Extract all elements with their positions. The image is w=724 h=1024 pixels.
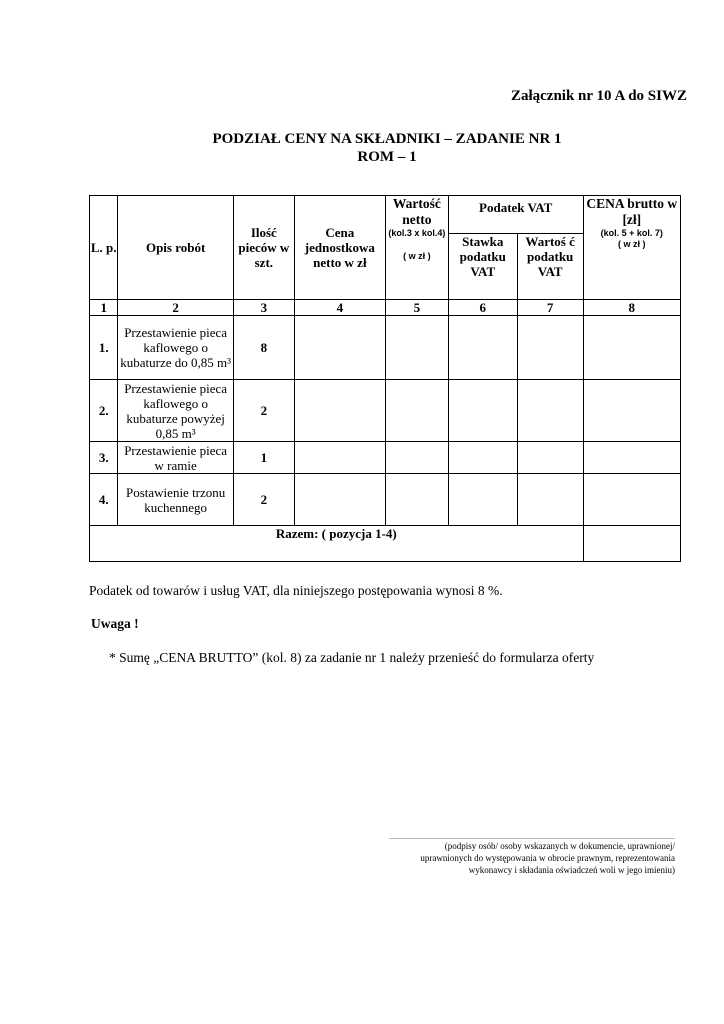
- row-vat-cell[interactable]: [517, 380, 583, 442]
- vat-note: Podatek od towarów i usług VAT, dla niniejszego postępowania wynosi 8 %.: [89, 583, 503, 598]
- header-wartosc-title: Wartość netto: [392, 196, 441, 227]
- row-opis: Przestawienie pieca w ramie: [118, 442, 234, 474]
- uwaga-heading: Uwaga !: [91, 616, 139, 631]
- row-stawka-cell[interactable]: [448, 316, 517, 380]
- row-brutto-cell[interactable]: [583, 442, 680, 474]
- header-vat-wartosc: Wartoś ć podatku VAT: [517, 234, 583, 300]
- document-title: [0, 130, 724, 166]
- row-wartosc-cell[interactable]: [385, 380, 448, 442]
- column-number: 6: [448, 300, 517, 316]
- row-lp: 1.: [90, 316, 118, 380]
- header-vat-group: Podatek VAT: [448, 196, 583, 234]
- signature-caption: [420, 840, 675, 876]
- row-stawka-cell[interactable]: [448, 474, 517, 526]
- row-stawka-cell[interactable]: [448, 442, 517, 474]
- header-wartosc-unit: ( w zł ): [403, 251, 431, 261]
- column-number: 4: [294, 300, 385, 316]
- title-line-2: ROM – 1: [357, 149, 417, 165]
- signature-caption-line: (podpisy osób/ osoby wskazanych w dokumencie, uprawnionej/: [444, 841, 675, 851]
- row-brutto-cell[interactable]: [583, 474, 680, 526]
- signature-caption-line: wykonawcy i składania oświadczeń woli w jego imieniu): [468, 865, 675, 875]
- row-wartosc-cell[interactable]: [385, 442, 448, 474]
- column-number: 2: [118, 300, 234, 316]
- price-breakdown-table: [89, 195, 681, 562]
- row-opis: Postawienie trzonu kuchennego: [118, 474, 234, 526]
- title-line-1: PODZIAŁ CENY NA SKŁADNIKI – ZADANIE NR 1: [212, 131, 562, 147]
- row-cena-cell[interactable]: [294, 316, 385, 380]
- row-cena-cell[interactable]: [294, 474, 385, 526]
- header-opis: Opis robót: [118, 196, 234, 300]
- header-lp: L. p.: [90, 196, 118, 300]
- table-row: [90, 442, 681, 474]
- row-vat-cell[interactable]: [517, 474, 583, 526]
- row-lp: 4.: [90, 474, 118, 526]
- header-brutto: [583, 196, 680, 300]
- column-number: 8: [583, 300, 680, 316]
- total-row: [90, 526, 681, 562]
- row-stawka-cell[interactable]: [448, 380, 517, 442]
- row-vat-cell[interactable]: [517, 316, 583, 380]
- header-ilosc: Ilość pieców w szt.: [233, 196, 294, 300]
- row-ilosc: 1: [233, 442, 294, 474]
- column-number: 7: [517, 300, 583, 316]
- total-brutto-cell[interactable]: [583, 526, 680, 562]
- brutto-transfer-note: * Sumę „CENA BRUTTO” (kol. 8) za zadanie nr 1 należy przenieść do formularza oferty: [109, 650, 595, 665]
- row-wartosc-cell[interactable]: [385, 474, 448, 526]
- row-ilosc: 2: [233, 380, 294, 442]
- row-lp: 3.: [90, 442, 118, 474]
- header-cena: Cena jednostkowa netto w zł: [294, 196, 385, 300]
- signature-caption-line: uprawnionych do występowania w obrocie prawnym, reprezentowania: [420, 853, 675, 863]
- row-ilosc: 2: [233, 474, 294, 526]
- header-brutto-title: CENA brutto w [zł]: [586, 196, 678, 227]
- table-row: [90, 474, 681, 526]
- row-cena-cell[interactable]: [294, 380, 385, 442]
- header-vat-stawka: Stawka podatku VAT: [448, 234, 517, 300]
- header-wartosc: [385, 196, 448, 300]
- row-cena-cell[interactable]: [294, 442, 385, 474]
- header-row-1: [90, 196, 681, 234]
- total-label: Razem: ( pozycja 1-4): [90, 526, 584, 562]
- row-ilosc: 8: [233, 316, 294, 380]
- row-brutto-cell[interactable]: [583, 380, 680, 442]
- row-lp: 2.: [90, 380, 118, 442]
- row-opis: Przestawienie pieca kaflowego o kubaturze powyżej 0,85 m³: [118, 380, 234, 442]
- header-brutto-unit: ( w zł ): [618, 239, 646, 249]
- column-number-row: [90, 300, 681, 316]
- header-wartosc-formula: (kol.3 x kol.4): [388, 228, 446, 238]
- row-wartosc-cell[interactable]: [385, 316, 448, 380]
- row-opis: Przestawienie pieca kaflowego o kubaturze do 0,85 m³: [118, 316, 234, 380]
- column-number: 3: [233, 300, 294, 316]
- column-number: 5: [385, 300, 448, 316]
- attachment-label: Załącznik nr 10 A do SIWZ: [510, 88, 687, 104]
- row-brutto-cell[interactable]: [583, 316, 680, 380]
- row-vat-cell[interactable]: [517, 442, 583, 474]
- header-brutto-formula: (kol. 5 + kol. 7): [600, 228, 663, 238]
- column-number: 1: [90, 300, 118, 316]
- signature-line: [389, 838, 675, 839]
- table-row: [90, 380, 681, 442]
- table-row: [90, 316, 681, 380]
